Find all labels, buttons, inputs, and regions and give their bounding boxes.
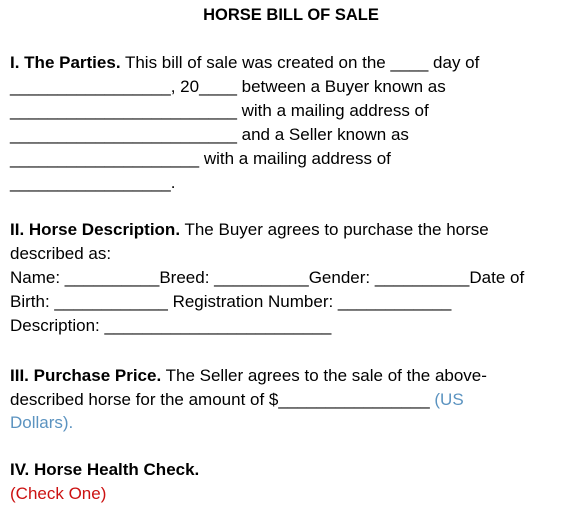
horse-description-line-3: Name: __________Breed: __________Gender: __________Date of bbox=[10, 268, 525, 287]
health-check-heading: IV. Horse Health Check. bbox=[10, 460, 200, 479]
purchase-price-text-1: The Seller agrees to the sale of the above- bbox=[161, 366, 487, 385]
horse-description-heading: II. Horse Description. bbox=[10, 220, 181, 239]
horse-description-line-2: described as: bbox=[10, 244, 112, 263]
parties-line-2: _________________, 20____ between a Buyer known as bbox=[10, 77, 446, 96]
currency-hint-start: (US bbox=[434, 390, 464, 409]
currency-hint-end: Dollars). bbox=[10, 413, 74, 432]
purchase-price-text-2: described horse for the amount of $________________ bbox=[10, 390, 435, 409]
check-one-note: (Check One) bbox=[10, 484, 107, 503]
parties-text-1: This bill of sale was created on the ____ day of bbox=[120, 53, 480, 72]
horse-description-line-5: Description: ________________________ bbox=[10, 316, 332, 335]
horse-description-line-1 bbox=[10, 220, 489, 240]
document-title: HORSE BILL OF SALE bbox=[203, 6, 379, 24]
horse-description-line-4: Birth: ____________ Registration Number: ____________ bbox=[10, 292, 452, 311]
parties-line-3: ________________________ with a mailing address of bbox=[10, 101, 429, 120]
parties-line-4: ________________________ and a Seller known as bbox=[10, 125, 409, 144]
parties-line-1 bbox=[10, 53, 479, 73]
purchase-price-line-1 bbox=[10, 366, 487, 386]
parties-line-5: ____________________ with a mailing address of bbox=[10, 149, 391, 168]
parties-heading: I. The Parties. bbox=[10, 53, 121, 72]
horse-description-text-1: The Buyer agrees to purchase the horse bbox=[180, 220, 489, 239]
parties-line-6: _________________. bbox=[10, 173, 176, 192]
purchase-price-heading: III. Purchase Price. bbox=[10, 366, 162, 385]
purchase-price-line-2 bbox=[10, 390, 464, 410]
